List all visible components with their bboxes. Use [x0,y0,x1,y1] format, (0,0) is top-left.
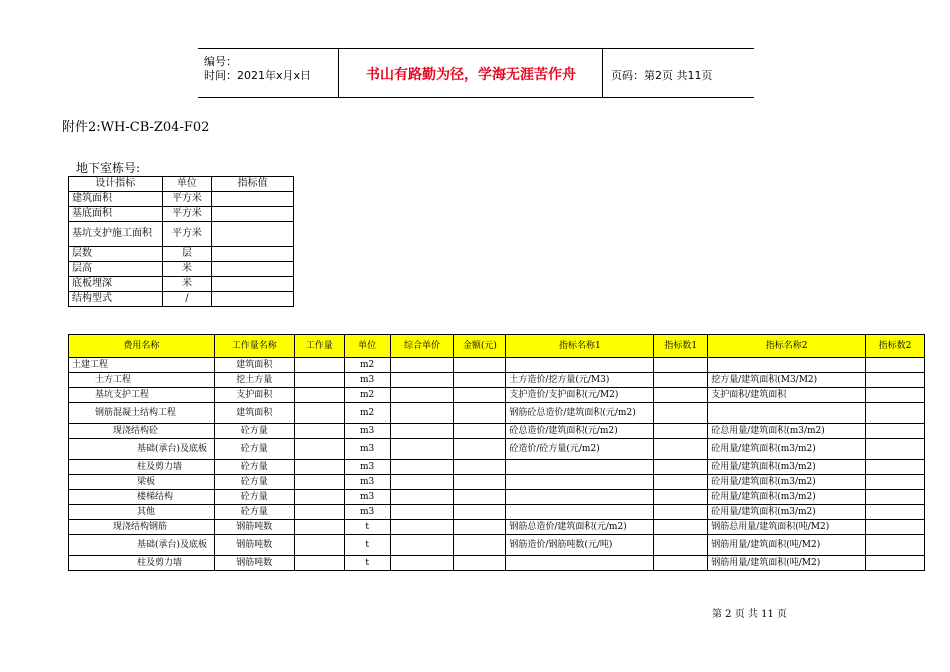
table-cell [294,490,344,505]
table-header-row [69,335,925,358]
table-cell: 基底面积 [69,207,163,222]
table-row [69,247,294,262]
table-header: 单位 [344,335,390,358]
table-cell [454,460,506,475]
table-row [69,262,294,277]
table-row [69,277,294,292]
table-cell [212,262,294,277]
table-cell [454,490,506,505]
table-row [69,403,925,424]
table-cell: m2 [344,388,390,403]
table-cell [866,556,925,571]
table-row [69,292,294,307]
table-cell: 现浇结构砼 [69,424,215,439]
table-cell: 楼梯结构 [69,490,215,505]
table-cell: 平方米 [162,222,212,247]
table-cell [390,358,454,373]
table-cell [654,490,708,505]
table-cell [390,460,454,475]
table-cell [212,207,294,222]
table-cell [390,388,454,403]
table-cell [866,439,925,460]
table-cell: m3 [344,475,390,490]
table-header: 指标名称1 [506,335,654,358]
table-cell: 钢筋吨数 [214,556,294,571]
table-cell: 层数 [69,247,163,262]
table-row [69,373,925,388]
table-cell [294,388,344,403]
table-cell [294,403,344,424]
table-header: 设计指标 [69,177,163,192]
table-cell [454,373,506,388]
table-cell [390,439,454,460]
table-cell: 挖方量/建筑面积(M3/M2) [708,373,866,388]
table-cell [294,520,344,535]
table-cell [654,460,708,475]
table-cell: 米 [162,262,212,277]
table-cell: 钢筋吨数 [214,520,294,535]
table-row [69,520,925,535]
table-cell [294,505,344,520]
table-row [69,490,925,505]
table-cell [866,505,925,520]
table-cell: 砼方量 [214,475,294,490]
table-cell: 钢筋总用量/建筑面积(吨/M2) [708,520,866,535]
table-cell: 建筑面积 [214,403,294,424]
attachment-code: 附件2:WH-CB-Z04-F02 [62,120,210,135]
table-cell [866,388,925,403]
table-cell [212,192,294,207]
table-cell: m3 [344,505,390,520]
table-cell [390,520,454,535]
table-cell [294,424,344,439]
table-cell [212,247,294,262]
table-cell: 砼方量 [214,424,294,439]
table-cell: 平方米 [162,207,212,222]
table-cell [212,277,294,292]
page-header [198,48,754,98]
table-cell: 钢筋吨数 [214,535,294,556]
table-cell: 底板埋深 [69,277,163,292]
table-cell: 砼方量 [214,460,294,475]
table-cell [654,373,708,388]
table-row [69,505,925,520]
table-cell: m2 [344,358,390,373]
table-cell: 土建工程 [69,358,215,373]
table-cell: 土方工程 [69,373,215,388]
basement-label: 地下室栋号: [76,161,141,175]
table-cell: m3 [344,460,390,475]
table-row [69,222,294,247]
table-cell [866,460,925,475]
table-cell [506,358,654,373]
table-cell [390,403,454,424]
table-cell [390,424,454,439]
table-row [69,460,925,475]
table-cell: 柱及剪力墙 [69,460,215,475]
table-cell [866,358,925,373]
table-row [69,535,925,556]
table-cell [294,358,344,373]
table-cell [866,520,925,535]
table-cell: 钢筋砼总造价/建筑面积(元/m2) [506,403,654,424]
table-cell: 钢筋造价/钢筋吨数(元/吨) [506,535,654,556]
table-cell [654,520,708,535]
table-header: 综合单价 [390,335,454,358]
table-cell [294,475,344,490]
page-footer: 第 2 页 共 11 页 [712,609,787,620]
table-cell: 基础(承台)及底板 [69,439,215,460]
table-cell [654,556,708,571]
table-cell: 柱及剪力墙 [69,556,215,571]
table-cell: m3 [344,490,390,505]
table-cell [454,439,506,460]
table-header: 指标数1 [654,335,708,358]
table-header: 金额(元) [454,335,506,358]
table-cell [866,475,925,490]
table-cell [866,403,925,424]
table-cell: 现浇结构钢筋 [69,520,215,535]
table-cell [506,460,654,475]
table-cell: 梁板 [69,475,215,490]
table-row [69,207,294,222]
table-header: 工作量名称 [214,335,294,358]
table-row [69,192,294,207]
table-cell: 砼用量/建筑面积(m3/m2) [708,505,866,520]
table-cell: 砼造价/砼方量(元/m2) [506,439,654,460]
table-cell [454,475,506,490]
header-page-cell [602,49,755,97]
table-cell [390,556,454,571]
table-header: 工作量 [294,335,344,358]
table-cell: 土方造价/挖方量(元/M3) [506,373,654,388]
table-cell: 平方米 [162,192,212,207]
table-cell: 砼用量/建筑面积(m3/m2) [708,460,866,475]
motto: 书山有路勤为径，学海无涯苦作舟 [366,67,576,83]
table-cell [654,388,708,403]
table-cell [390,505,454,520]
table-cell [866,373,925,388]
table-row [69,439,925,460]
table-header: 指标数2 [866,335,925,358]
table-cell: 支护面积/建筑面积 [708,388,866,403]
table-cell: 砼方量 [214,505,294,520]
page-info: 页码：第2页 共11页 [611,69,713,82]
table-row [69,475,925,490]
table-cell [866,424,925,439]
table-cell: 砼方量 [214,490,294,505]
header-motto-cell [338,49,603,97]
table-cell: m2 [344,403,390,424]
table-cell: 基础(承台)及底板 [69,535,215,556]
table-cell: 米 [162,277,212,292]
table-cell [390,373,454,388]
table-cell [294,460,344,475]
table-cell: 其他 [69,505,215,520]
table-cell: 砼方量 [214,439,294,460]
table-cell: 砼总造价/建筑面积(元/m2) [506,424,654,439]
table-header: 指标值 [212,177,294,192]
table-cell [654,475,708,490]
table-cell: 层 [162,247,212,262]
table-cell [506,556,654,571]
table-cell [294,556,344,571]
table-cell [294,373,344,388]
table-cell [294,439,344,460]
table-cell: t [344,520,390,535]
table-cell: 建筑面积 [69,192,163,207]
table-row [69,358,925,373]
table-cell: 钢筋用量/建筑面积(吨/M2) [708,535,866,556]
table-cell [454,520,506,535]
table-header: 费用名称 [69,335,215,358]
indicator-table [68,176,294,307]
table-cell [390,490,454,505]
cost-table [68,334,925,571]
table-cell [506,505,654,520]
table-cell [866,535,925,556]
table-row [69,388,925,403]
table-cell [212,292,294,307]
table-cell [866,490,925,505]
table-cell [454,388,506,403]
table-cell: t [344,556,390,571]
table-cell [212,222,294,247]
table-cell [654,424,708,439]
table-cell [506,490,654,505]
table-cell: 钢筋总造价/建筑面积(元/m2) [506,520,654,535]
table-cell: 结构型式 [69,292,163,307]
table-cell [454,535,506,556]
table-cell: 钢筋用量/建筑面积(吨/M2) [708,556,866,571]
code-label: 编号： [204,55,237,68]
table-cell: 砼用量/建筑面积(m3/m2) [708,475,866,490]
time-label: 时间：2021年x月x日 [204,69,312,82]
table-cell: 砼用量/建筑面积(m3/m2) [708,490,866,505]
table-cell [654,535,708,556]
table-cell: 钢筋混凝土结构工程 [69,403,215,424]
table-row [69,556,925,571]
table-cell [654,505,708,520]
table-cell: m3 [344,424,390,439]
table-cell: 支护造价/支护面积(元/M2) [506,388,654,403]
table-cell [506,475,654,490]
table-cell [654,403,708,424]
table-cell [454,424,506,439]
table-cell: 层高 [69,262,163,277]
table-cell: t [344,535,390,556]
table-cell [454,403,506,424]
table-cell [654,358,708,373]
table-cell: m3 [344,373,390,388]
table-cell: 砼总用量/建筑面积(m3/m2) [708,424,866,439]
table-cell: 支护面积 [214,388,294,403]
header-meta [198,49,338,97]
table-cell [294,535,344,556]
table-cell: 基坑支护施工面积 [69,222,163,247]
table-cell: 建筑面积 [214,358,294,373]
table-cell [390,535,454,556]
table-cell: 挖土方量 [214,373,294,388]
table-header-row [69,177,294,192]
table-cell [454,556,506,571]
table-header: 单位 [162,177,212,192]
table-cell: 砼用量/建筑面积(m3/m2) [708,439,866,460]
table-cell [654,439,708,460]
table-cell [390,475,454,490]
table-cell: m3 [344,439,390,460]
table-cell [454,505,506,520]
table-cell [454,358,506,373]
table-cell [708,403,866,424]
table-cell: 基坑支护工程 [69,388,215,403]
table-cell [708,358,866,373]
table-row [69,424,925,439]
table-cell: / [162,292,212,307]
table-header: 指标名称2 [708,335,866,358]
